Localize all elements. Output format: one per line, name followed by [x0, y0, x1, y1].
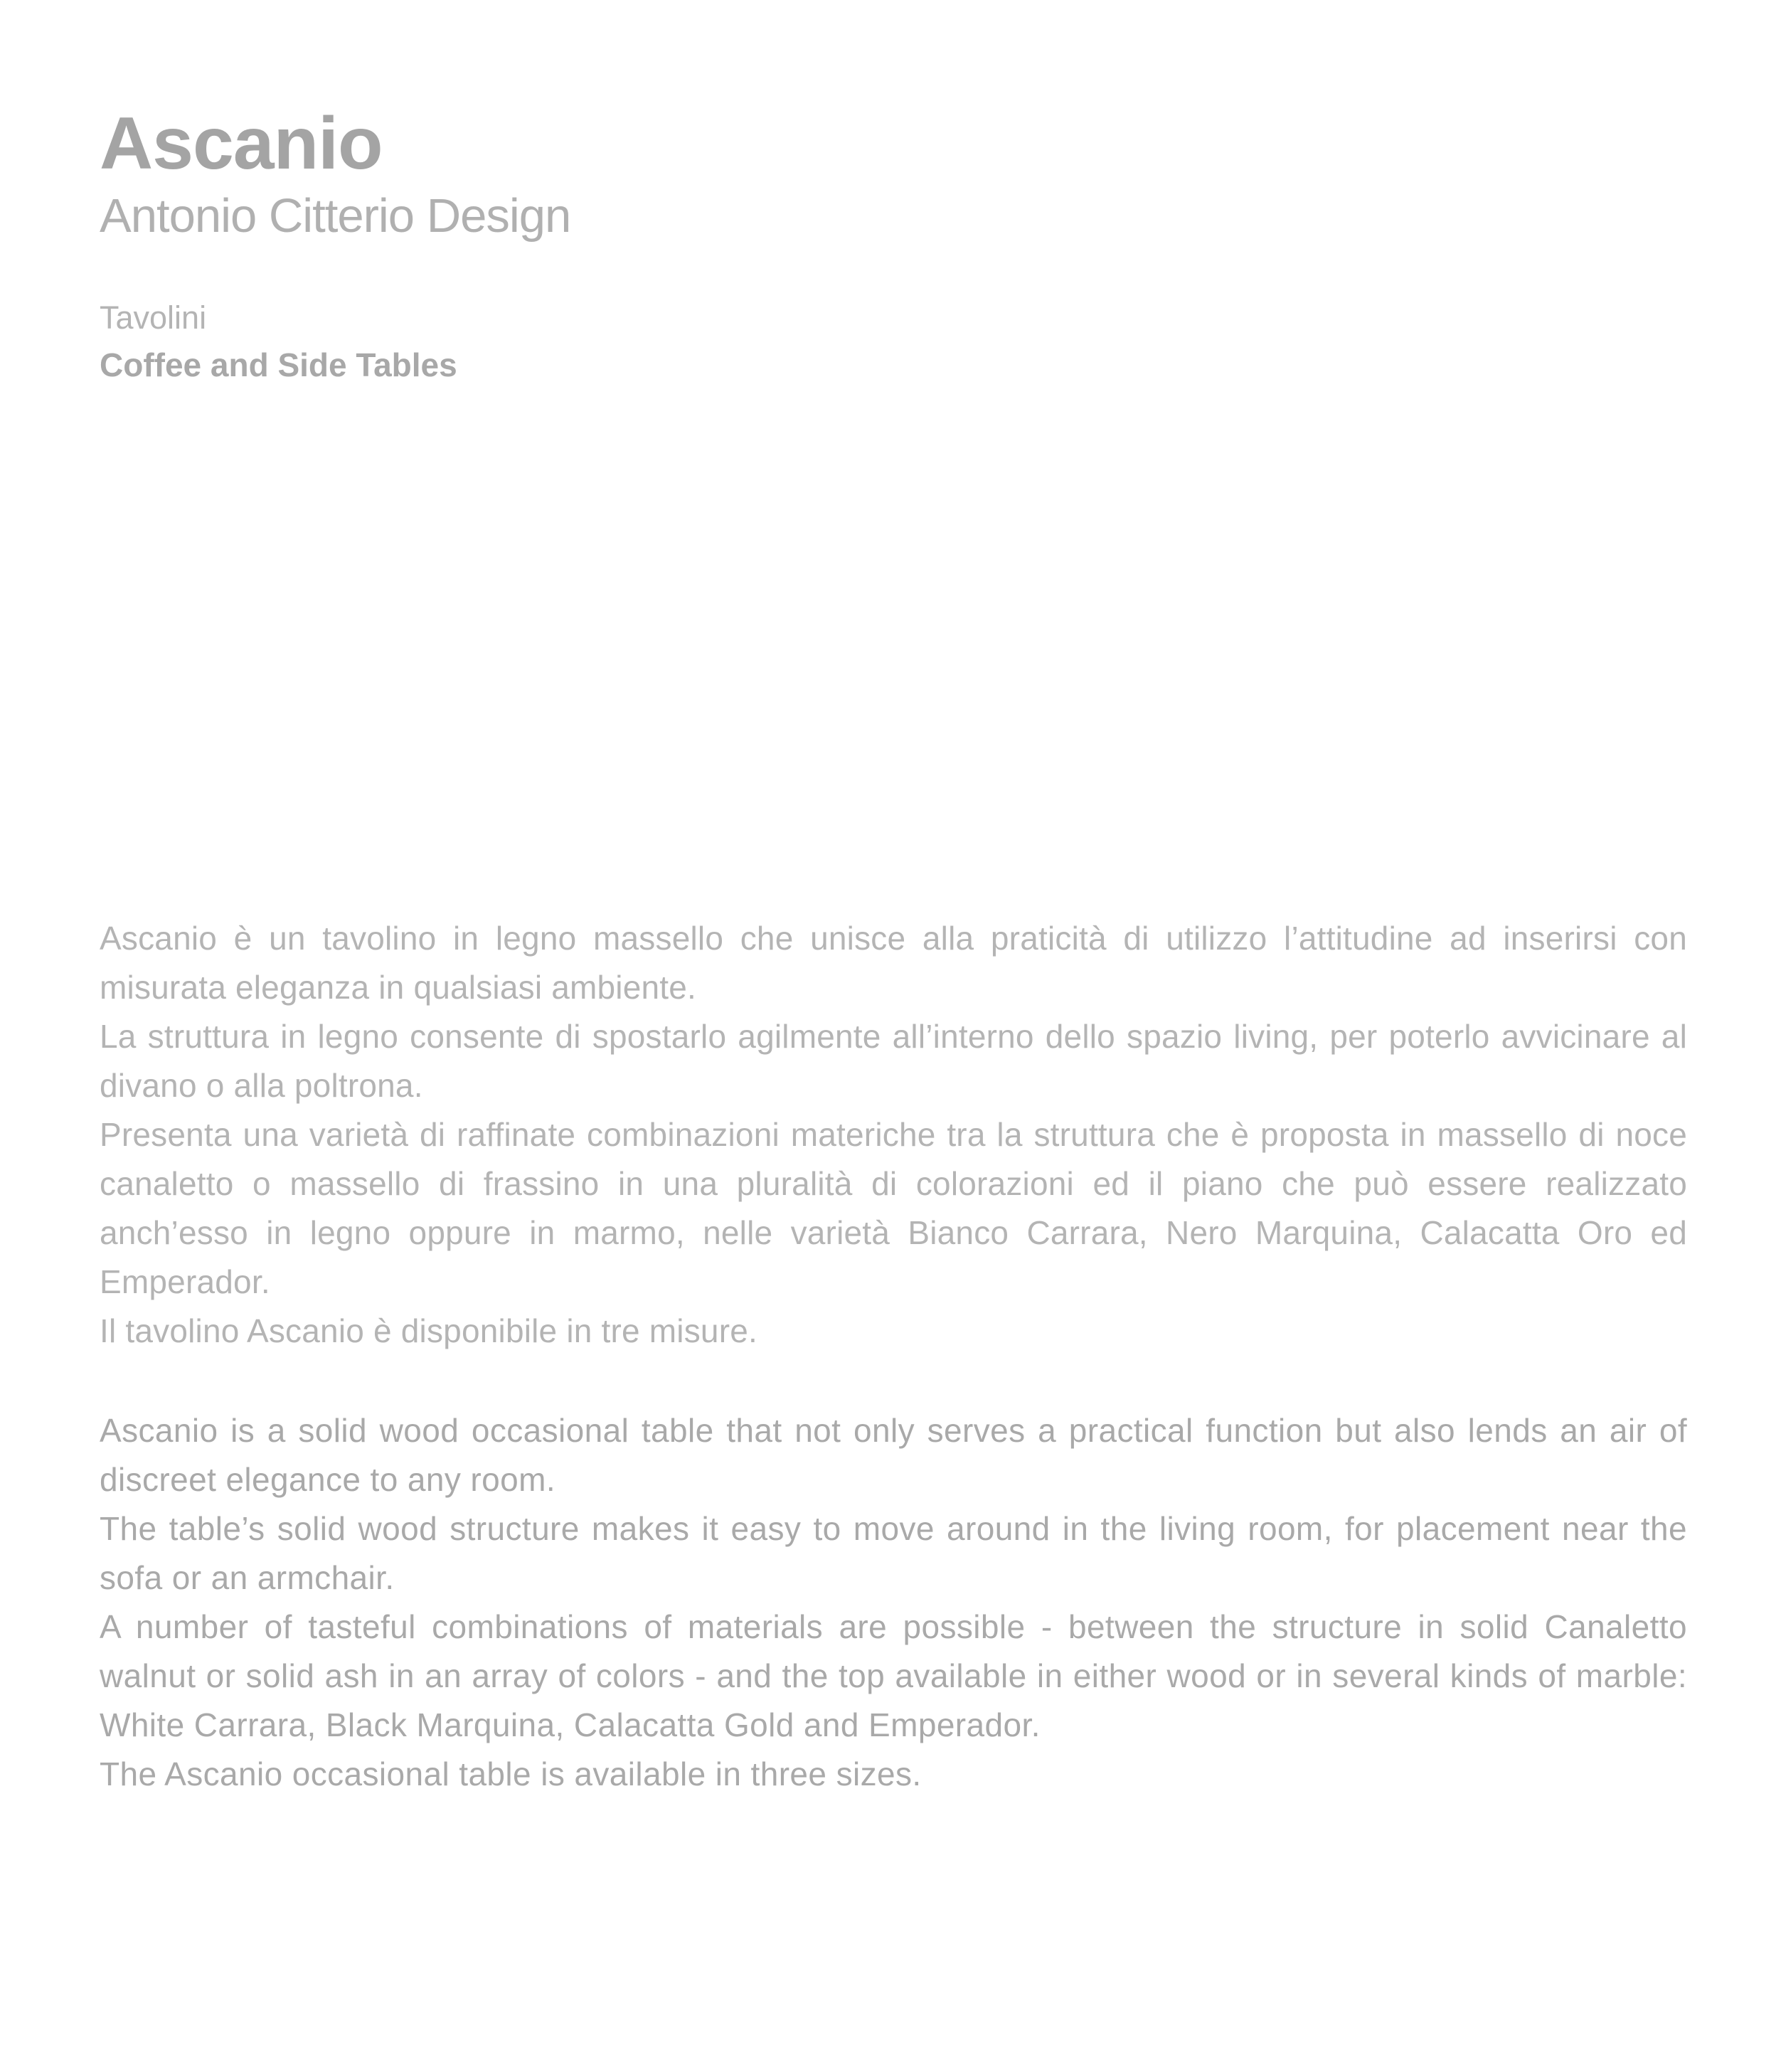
- description-paragraph: Presenta una varietà di raffinate combinazioni materiche tra la struttura che è proposta in massello di noce canaletto o massello di frassino in una pluralità di colorazioni ed il piano che può essere realizzato anch’esso in legno oppure in marmo, nelle varietà Bianco Carrara, Nero Marquina, Calacatta Oro ed Emperador.: [100, 1116, 1687, 1300]
- category-english: Coffee and Side Tables: [100, 346, 457, 383]
- description-paragraph: Ascanio is a solid wood occasional table that not only serves a practical function but also lends an air of discreet elegance to any room.: [100, 1412, 1687, 1498]
- catalog-page: [100, 0, 1687, 2072]
- designer-credit: Antonio Citterio Design: [100, 189, 571, 243]
- description-italian: [100, 914, 1687, 1356]
- product-title: Ascanio: [100, 102, 383, 185]
- description-paragraph: A number of tasteful combinations of materials are possible - between the structure in solid Canaletto walnut or solid ash in an array of colors - and the top available in either wood or in several kinds of marble: White Carrara, Black Marquina, Calacatta Gold and Emperador.: [100, 1608, 1687, 1743]
- category-italian: Tavolini: [100, 299, 207, 336]
- description-paragraph: La struttura in legno consente di spostarlo agilmente all’interno dello spazio living, per poterlo avvicinare al divano o alla poltrona.: [100, 1018, 1687, 1104]
- description-english: [100, 1406, 1687, 1799]
- description-paragraph: Ascanio è un tavolino in legno massello che unisce alla praticità di utilizzo l’attitudine ad inserirsi con misurata eleganza in qualsiasi ambiente.: [100, 920, 1687, 1006]
- description-paragraph: The Ascanio occasional table is available in three sizes.: [100, 1755, 922, 1792]
- description-paragraph: The table’s solid wood structure makes it easy to move around in the living room, for placement near the sofa or an armchair.: [100, 1510, 1687, 1596]
- description-paragraph: Il tavolino Ascanio è disponibile in tre misure.: [100, 1312, 757, 1349]
